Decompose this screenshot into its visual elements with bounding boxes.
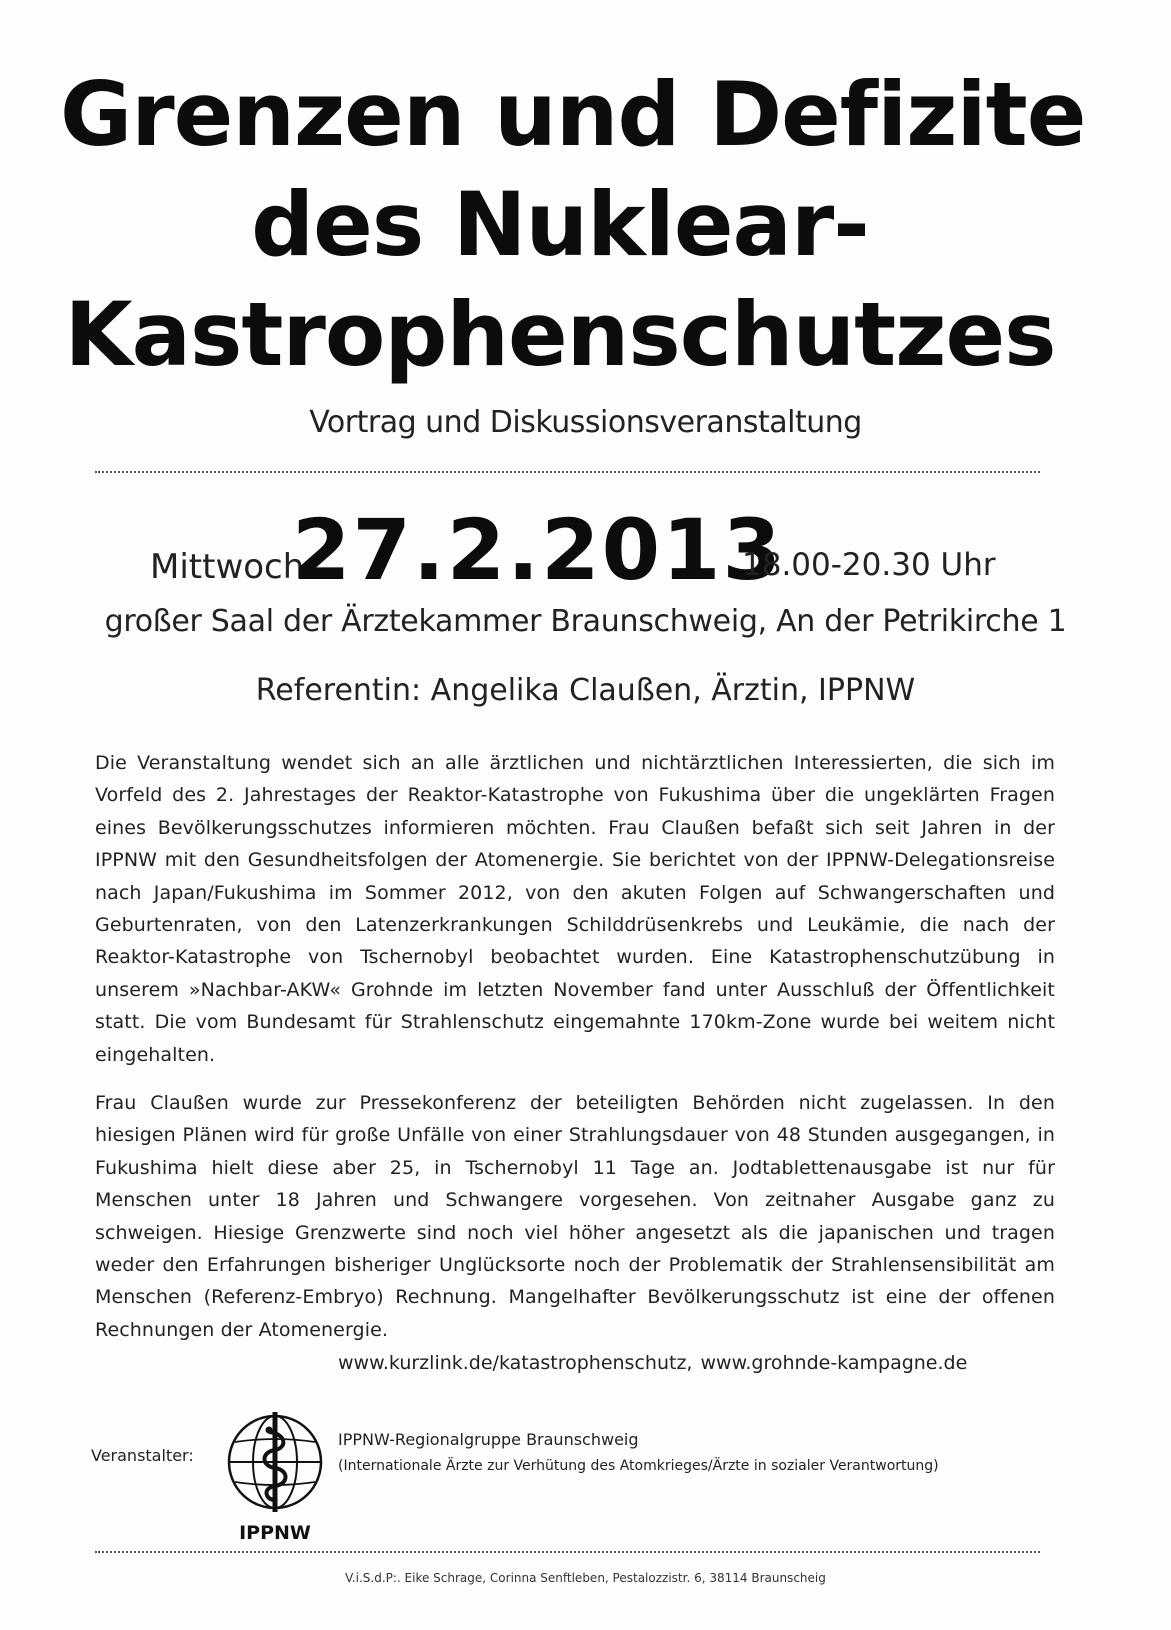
title-line: Grenzen und Defizite [60,63,1086,166]
organizer-label: Veranstalter: [91,1446,194,1465]
title-line: Kastrophenschutzes [64,283,1056,386]
body-paragraph: Frau Claußen wurde zur Pressekonferenz der beteiligten Behörden nicht zugelassen. In den hiesigen Plänen wird für große Unfälle von einer Strahlungsdauer von 48 Stunden ausgegangen, in Fukushima hielt diese aber 25, in Tschernobyl 11 Tage an. Jodtablettenausgabe ist nur für Menschen unter 18 Jahren und Schwangere vorgesehen. Von zeitnaher Ausgabe ganz zu schweigen. Hiesige Grenzwerte sind noch viel höher angesetzt als die japanischen und tragen weder den Erfahrungen bisheriger Unglücksorte noch der Problematik der Strahlensensibilität am Menschen (Referenz-Embryo) Rechnung. Mangelhafter Bevölkerungsschutz ist eine der offenen Rechnungen der Atomenergie. [95,1092,1055,1341]
link-katastrophenschutz[interactable]: www.kurzlink.de/katastrophenschutz, [338,1352,693,1374]
links-row [338,1352,967,1374]
divider [95,471,1040,473]
page-title [60,60,1086,390]
title-line: des Nuklear- [251,173,869,276]
ippnw-globe-staff-icon [225,1410,325,1520]
event-weekday: Mittwoch [150,547,305,587]
subtitle: Vortrag und Diskussionsveranstaltung [309,405,862,440]
body-paragraph: Die Veranstaltung wendet sich an alle ärztlichen und nichtärztlichen Interessierten, die sich im Vorfeld des 2. Jahrestages der Reaktor-Katastrophe von Fukushima über die ungeklärten Fragen eines Bevölkerungsschutzes informieren möchten. Frau Claußen befaßt sich seit Jahren in der IPPNW mit den Gesundheitsfolgen der Atomenergie. Sie berichtet von der IPPNW-Delegationsreise nach Japan/Fukushima im Sommer 2012, von den akuten Folgen auf Schwangerschaften und Geburtenraten, von den Latenzerkrankungen Schilddrüsenkrebs und Leukämie, die nach der Reaktor-Katastrophe von Tschernobyl beobachtet wurden. Eine Katastrophenschutzübung in unserem »Nachbar-AKW« Grohnde im letzten November fand unter Ausschluß der Öffentlichkeit statt. Die vom Bundesamt für Strahlenschutz eingemahnte 170km-Zone wurde bei weitem nicht eingehalten. [95,752,1055,1066]
link-grohnde-kampagne[interactable]: www.grohnde-kampagne.de [700,1352,968,1374]
imprint: V.i.S.d.P:. Eike Schrage, Corinna Senftleben, Pestalozzistr. 6, 38114 Braunscheig [345,1571,826,1585]
organizer-name: IPPNW-Regionalgruppe Braunschweig [338,1430,639,1449]
event-date: 27.2.2013 [292,501,783,599]
logo-text: IPPNW [239,1522,311,1544]
event-date-row [0,501,1171,599]
divider [95,1551,1040,1553]
event-speaker: Referentin: Angelika Claußen, Ärztin, IPPNW [255,673,916,708]
organizer-description: (Internationale Ärzte zur Verhütung des Atomkrieges/Ärzte in sozialer Verantwortung) [338,1458,939,1474]
event-time: 18.00-20.30 Uhr [742,547,996,583]
event-venue: großer Saal der Ärztekammer Braunschweig, An der Petrikirche 1 [104,604,1067,639]
